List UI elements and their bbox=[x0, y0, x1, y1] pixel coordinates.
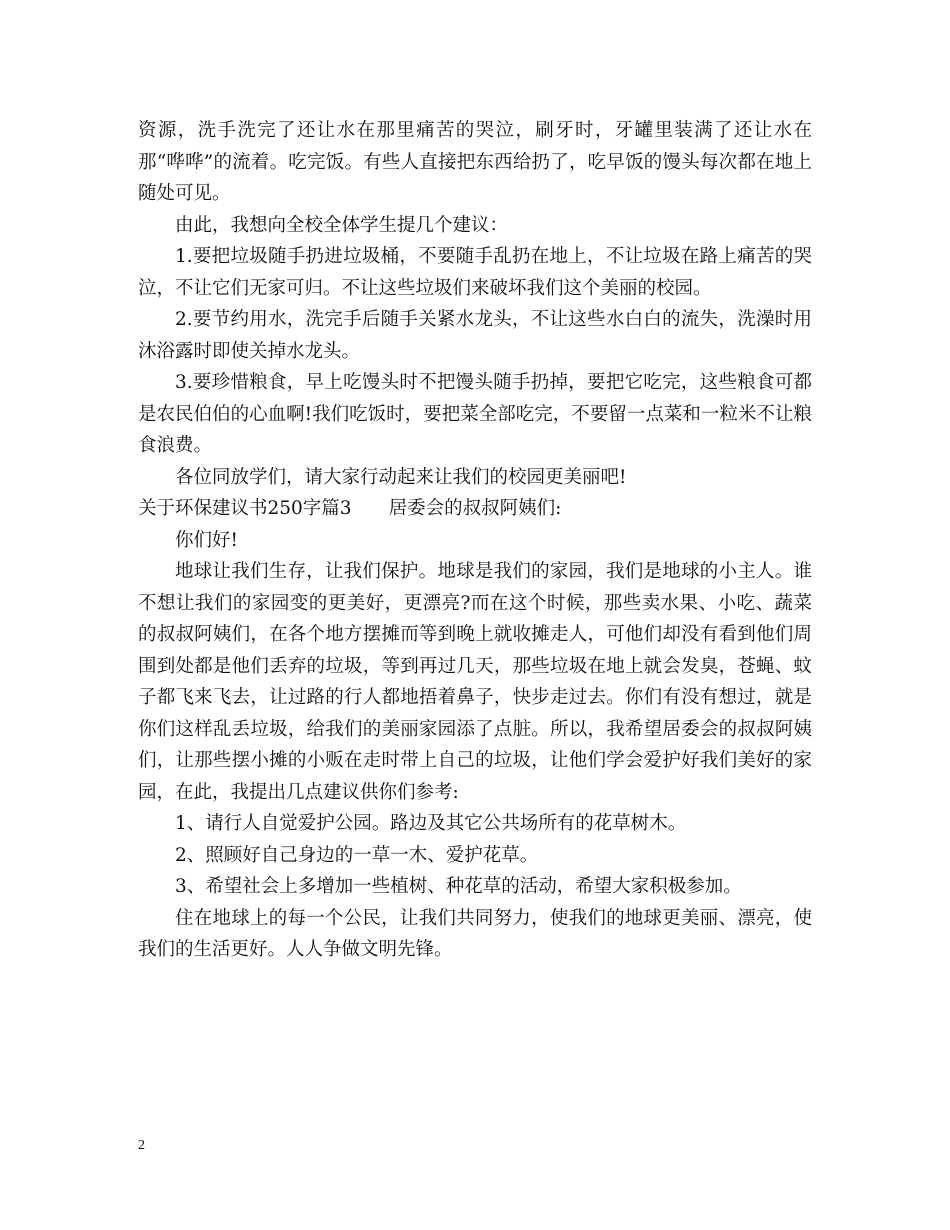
section-heading: 关于环保建议书250字篇3 居委会的叔叔阿姨们: bbox=[138, 498, 562, 519]
closing-paragraph: 住在地球上的每一个公民，让我们共同努力，使我们的地球更美丽、漂亮，使我们的生活更好。人人争做文明先锋。 bbox=[138, 907, 812, 960]
suggestion-2: 2、照顾好自己身边的一草一木、爱护花草。 bbox=[175, 844, 539, 866]
paragraph-1: 资源，洗手洗完了还让水在那里痛苦的哭泣，刷牙时，牙罐里装满了还让水在那“哗哗”的流着。吃完饭。有些人直接把东西给扔了，吃早饭的馒头每次都在地上随处可见。 bbox=[138, 120, 812, 204]
paragraph-2: 由此，我想向全校全体学生提几个建议： bbox=[175, 214, 509, 236]
paragraph-6: 各位同放学们，请大家行动起来让我们的校园更美丽吧! bbox=[175, 466, 627, 488]
paragraph-4: 2.要节约用水，洗完手后随手关紧水龙头，不让这些水白白的流失，洗澡时用沐浴露时即使关掉水龙头。 bbox=[138, 309, 812, 362]
page-number: 2 bbox=[138, 1138, 145, 1153]
paragraph-3: 1.要把垃圾随手扔进垃圾桶，不要随手乱扔在地上，不让垃圾在路上痛苦的哭泣，不让它们无家可归。不让这些垃圾们来破坏我们这个美丽的校园。 bbox=[138, 246, 812, 299]
paragraph-5: 3.要珍惜粮食，早上吃馒头时不把馒头随手扔掉，要把它吃完，这些粮食可都是农民伯伯的心血啊!我们吃饭时，要把菜全部吃完，不要留一点菜和一粒米不让粮食浪费。 bbox=[138, 372, 812, 456]
suggestion-3: 3、希望社会上多增加一些植树、种花草的活动，希望大家积极参加。 bbox=[175, 876, 742, 897]
paragraph-9: 地球让我们生存，让我们保护。地球是我们的家园，我们是地球的小主人。谁不想让我们的家园变的更美好，更漂亮?而在这个时候，那些卖水果、小吃、蔬菜的叔叔阿姨们，在各个地方摆摊而等到晚上就收摊走人，可他们却没有看到他们周围到处都是他们丢弃的垃圾，等到再过几天，那些垃圾在地上就会发臭，苍蝇、蚊子都飞来飞去，让过路的行人都地捂着鼻子，快步走过去。你们有没有想过，就是你们这样乱丢垃圾，给我们的美丽家园添了点脏。所以，我希望居委会的叔叔阿姨们，让那些摆小摊的小贩在走时带上自己的垃圾，让他们学会爱护好我们美好的家园，在此，我提出几点建议供你们参考: bbox=[138, 561, 812, 803]
greeting: 你们好! bbox=[175, 529, 238, 551]
document-body bbox=[138, 115, 812, 966]
suggestion-1: 1、请行人自觉爱护公园。路边及其它公共场所有的花草树木。 bbox=[175, 813, 687, 834]
